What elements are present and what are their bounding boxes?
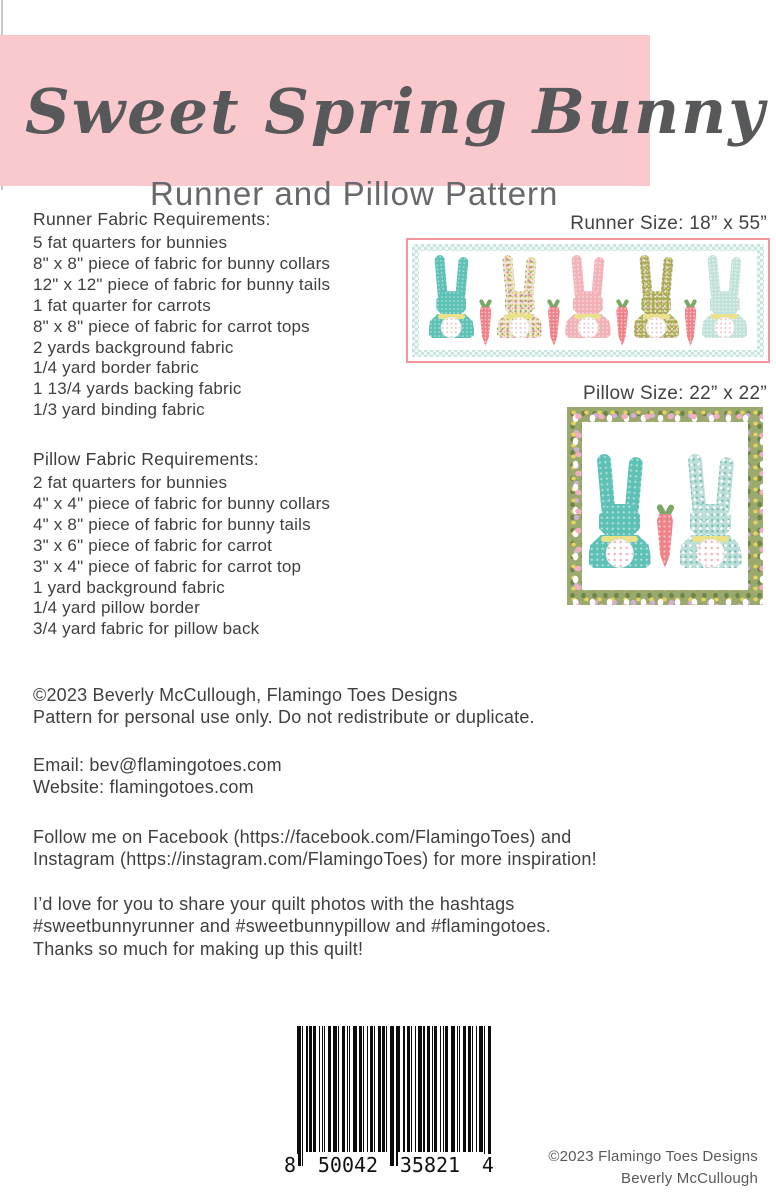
barcode-bar — [434, 1026, 437, 1152]
list-item: 1 yard background fabric — [33, 577, 225, 597]
bunny-graphic — [565, 255, 610, 338]
carrot-graphic — [657, 502, 673, 568]
barcode-digit-group: 50042 — [317, 1153, 379, 1177]
barcode-bar — [440, 1026, 441, 1152]
barcode-bar — [488, 1026, 491, 1166]
runner-quilt-field — [419, 251, 757, 350]
barcode-bar — [386, 1026, 387, 1152]
barcode-bar — [338, 1026, 339, 1152]
runner-quilt-preview — [406, 238, 770, 363]
barcode-bar — [297, 1026, 301, 1166]
bunny-tail — [441, 317, 462, 338]
barcode-bar — [322, 1026, 323, 1152]
copyright-line: ©2023 Beverly McCullough, Flamingo Toes Designs — [33, 685, 458, 705]
bunny-tail — [578, 317, 599, 338]
barcode-digit-group: 35821 — [399, 1153, 461, 1177]
header-banner — [0, 35, 767, 212]
contact-block — [33, 754, 282, 799]
bunny-left-ear — [503, 254, 516, 297]
bunny-left-ear — [687, 454, 706, 513]
barcode-digits — [282, 1154, 496, 1176]
barcode-bar — [382, 1026, 385, 1152]
bunny-tail — [605, 539, 634, 568]
barcode-bar — [359, 1026, 362, 1152]
list-item: 1 fat quarter for carrots — [33, 295, 211, 315]
bunny-tail — [646, 317, 667, 338]
barcode-bar — [443, 1026, 444, 1152]
share-line: I’d love for you to share your quilt photos with the hashtags — [33, 894, 515, 914]
barcode-bar — [479, 1026, 483, 1152]
barcode-bar — [459, 1026, 460, 1152]
bunny-graphic — [429, 255, 474, 338]
barcode-bar — [347, 1026, 348, 1152]
list-item: 3" x 6" piece of fabric for carrot — [33, 535, 273, 555]
carrot-body — [657, 514, 673, 568]
barcode-bar — [342, 1026, 345, 1152]
barcode-bar — [468, 1026, 471, 1152]
barcode-bar — [333, 1026, 337, 1152]
bunny-left-ear — [639, 254, 652, 297]
bunny-head — [710, 291, 740, 316]
barcode-bar — [319, 1026, 320, 1152]
pillow-requirements-heading: Pillow Fabric Requirements: — [33, 449, 259, 469]
barcode-bar — [374, 1026, 375, 1152]
bunny-graphic — [702, 255, 747, 338]
runner-requirements-list — [33, 233, 330, 421]
bunny-head — [599, 504, 640, 538]
barcode-bar — [353, 1026, 357, 1152]
barcode-bar — [309, 1026, 312, 1152]
barcode-bar — [396, 1026, 397, 1166]
carrot-body — [480, 307, 492, 346]
bunny-tail — [696, 539, 725, 568]
barcode-bar — [445, 1026, 448, 1152]
bunny-head — [573, 291, 603, 316]
carrot-body — [685, 307, 697, 346]
email-line: Email: bev@flamingotoes.com — [33, 755, 282, 775]
barcode-bar — [484, 1026, 485, 1166]
barcode-bar — [313, 1026, 316, 1152]
barcode-bar — [472, 1026, 473, 1152]
barcode-bar — [378, 1026, 381, 1152]
list-item: 5 fat quarters for bunnies — [33, 233, 228, 252]
bunny-head — [505, 291, 535, 316]
bunny-tail — [714, 317, 735, 338]
bunny-right-ear — [625, 456, 643, 512]
runner-size-label: Runner Size: 18” x 55” — [570, 213, 767, 234]
bunny-right-ear — [523, 256, 536, 297]
usage-line: Pattern for personal use only. Do not redistribute or duplicate. — [33, 707, 535, 728]
bunny-graphic — [680, 454, 742, 568]
barcode-bar — [418, 1026, 422, 1152]
pattern-title: Sweet Spring Bunny — [25, 75, 767, 148]
list-item: 1/4 yard pillow border — [33, 598, 200, 618]
share-block — [33, 893, 551, 960]
barcode-bar — [390, 1026, 394, 1166]
social-block — [33, 826, 597, 871]
pillow-requirements-section — [33, 448, 330, 640]
runner-requirements-section — [33, 208, 330, 421]
bunny-graphic — [589, 454, 651, 568]
bunny-head — [641, 291, 671, 316]
list-item: 3" x 4" piece of fabric for carrot top — [33, 556, 302, 576]
runner-requirements-heading: Runner Fabric Requirements: — [33, 209, 271, 229]
list-item: 3/4 yard fabric for pillow back — [33, 619, 260, 639]
barcode-bar — [415, 1026, 416, 1152]
copyright-block — [33, 684, 535, 729]
bunny-right-ear — [592, 256, 605, 297]
barcode-bar — [370, 1026, 373, 1152]
bunny-left-ear — [707, 254, 720, 297]
barcode-bar — [403, 1026, 406, 1152]
barcode-bar — [349, 1026, 350, 1152]
bunny-left-ear — [434, 254, 447, 297]
bunny-graphic — [497, 255, 542, 338]
barcode-bar — [363, 1026, 364, 1152]
list-item: 8" x 8" piece of fabric for carrot tops — [33, 316, 310, 336]
bunny-right-ear — [716, 456, 734, 512]
list-item: 1/4 yard border fabric — [33, 358, 199, 378]
barcode-bar — [451, 1026, 455, 1152]
carrot-graphic — [480, 298, 492, 346]
list-item: 1/3 yard binding fabric — [33, 400, 205, 420]
bunny-head — [436, 291, 466, 316]
barcode-bar — [302, 1026, 303, 1166]
barcode-bar — [324, 1026, 325, 1152]
list-item: 4" x 8" piece of fabric for bunny tails — [33, 514, 311, 534]
list-item: 12" x 12" piece of fabric for bunny tails — [33, 274, 331, 294]
barcode-bar — [423, 1026, 424, 1152]
thanks-line: Thanks so much for making up this quilt! — [33, 938, 364, 959]
pillow-requirements-list — [33, 473, 330, 640]
barcode-bar — [463, 1026, 466, 1152]
barcode — [282, 1026, 496, 1176]
carrot-graphic — [616, 298, 628, 346]
social-line: Follow me on Facebook (https://facebook.com/FlamingoToes) and — [33, 827, 572, 847]
barcode-bar — [476, 1026, 477, 1152]
bunny-graphic — [634, 255, 679, 338]
footer-credit — [548, 1146, 758, 1189]
barcode-digit-group: 8 — [284, 1153, 297, 1177]
hashtags-line: #sweetbunnyrunner and #sweetbunnypillow and #flamingotoes. — [33, 916, 551, 937]
bunny-left-ear — [571, 254, 584, 297]
barcode-digit-group: 4 — [481, 1153, 494, 1177]
bunny-tail — [509, 317, 530, 338]
barcode-bar — [457, 1026, 458, 1152]
barcode-bar — [411, 1026, 412, 1152]
footer-line: Beverly McCullough — [621, 1169, 758, 1187]
barcode-bar — [427, 1026, 430, 1152]
list-item: 2 fat quarters for bunnies — [33, 473, 228, 492]
social-line: Instagram (https://instagram.com/FlamingoToes) for more inspiration! — [33, 849, 597, 870]
list-item: 2 yards background fabric — [33, 337, 234, 357]
carrot-body — [616, 307, 628, 346]
list-item: 1 13/4 yards backing fabric — [33, 379, 242, 399]
list-item: 4" x 4" piece of fabric for bunny collars — [33, 493, 331, 513]
bunny-right-ear — [660, 256, 673, 297]
bunny-left-ear — [596, 454, 615, 513]
carrot-graphic — [685, 298, 697, 346]
pillow-quilt-field — [582, 422, 748, 590]
footer-line: ©2023 Flamingo Toes Designs — [548, 1148, 758, 1165]
barcode-bars — [297, 1026, 493, 1166]
barcode-bar — [407, 1026, 410, 1152]
list-item: 8" x 8" piece of fabric for bunny collars — [33, 253, 331, 273]
carrot-body — [548, 307, 560, 346]
pattern-subtitle: Runner and Pillow Pattern — [150, 175, 559, 212]
bunny-right-ear — [728, 256, 741, 297]
barcode-bar — [367, 1026, 368, 1152]
barcode-bar — [328, 1026, 331, 1152]
barcode-bar — [432, 1026, 433, 1152]
bunny-right-ear — [455, 256, 468, 297]
website-line: Website: flamingotoes.com — [33, 777, 254, 798]
carrot-graphic — [548, 298, 560, 346]
bunny-head — [690, 504, 731, 538]
pillow-size-label: Pillow Size: 22” x 22” — [582, 383, 767, 404]
barcode-bar — [306, 1026, 307, 1152]
pillow-quilt-preview — [567, 407, 763, 605]
barcode-bar — [398, 1026, 399, 1152]
